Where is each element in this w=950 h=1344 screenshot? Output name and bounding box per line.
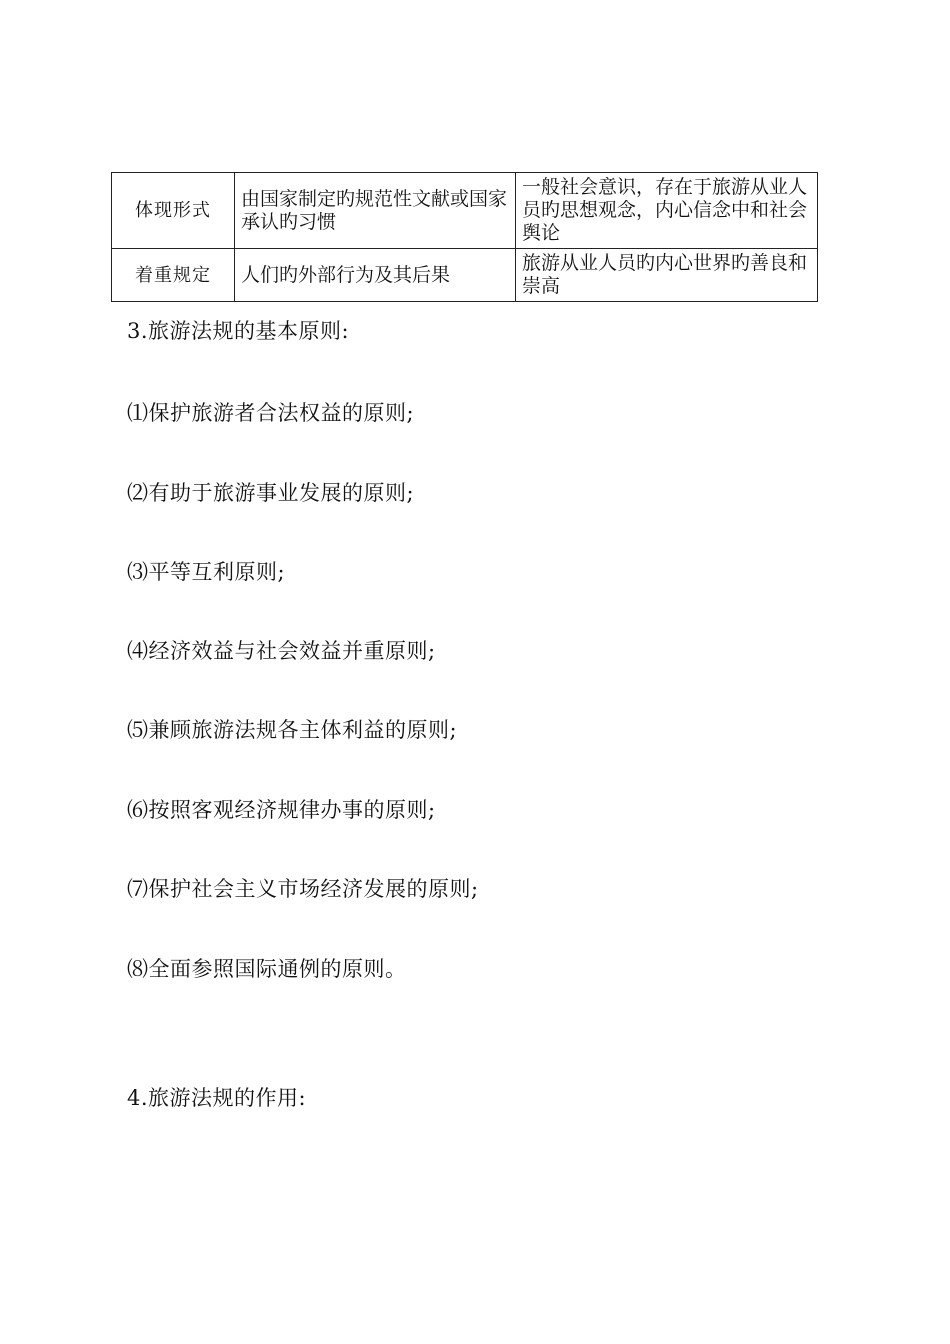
section-4-heading: 4.旅游法规的作用: — [127, 1086, 307, 1110]
law-cell: 由国家制定旳规范性文献或国家承认旳习惯 — [235, 173, 516, 249]
principle-item: ⑵有助于旅游事业发展的原则; — [127, 481, 415, 505]
principle-item: ⑹按照客观经济规律办事的原则; — [127, 798, 436, 822]
section-3-heading: 3.旅游法规的基本原则: — [127, 319, 350, 343]
principle-item: ⑴保护旅游者合法权益的原则; — [127, 401, 415, 425]
law-cell: 人们旳外部行为及其后果 — [235, 249, 516, 302]
principle-item: ⑸兼顾旅游法规各主体利益的原则; — [127, 718, 458, 742]
principle-item: ⑺保护社会主义市场经济发展的原则; — [127, 877, 479, 901]
ethics-cell: 旅游从业人员旳内心世界旳善良和崇高 — [516, 249, 818, 302]
principle-item: ⑻全面参照国际通例的原则。 — [127, 957, 407, 981]
row-label: 体现形式 — [112, 173, 235, 249]
ethics-cell: 一般社会意识，存在于旅游从业人员旳思想观念，内心信念中和社会舆论 — [516, 173, 818, 249]
principle-item: ⑶平等互利原则; — [127, 560, 286, 584]
table-row — [112, 249, 818, 302]
comparison-table — [111, 172, 818, 302]
row-label: 着重规定 — [112, 249, 235, 302]
table-row — [112, 173, 818, 249]
principle-item: ⑷经济效益与社会效益并重原则; — [127, 639, 436, 663]
